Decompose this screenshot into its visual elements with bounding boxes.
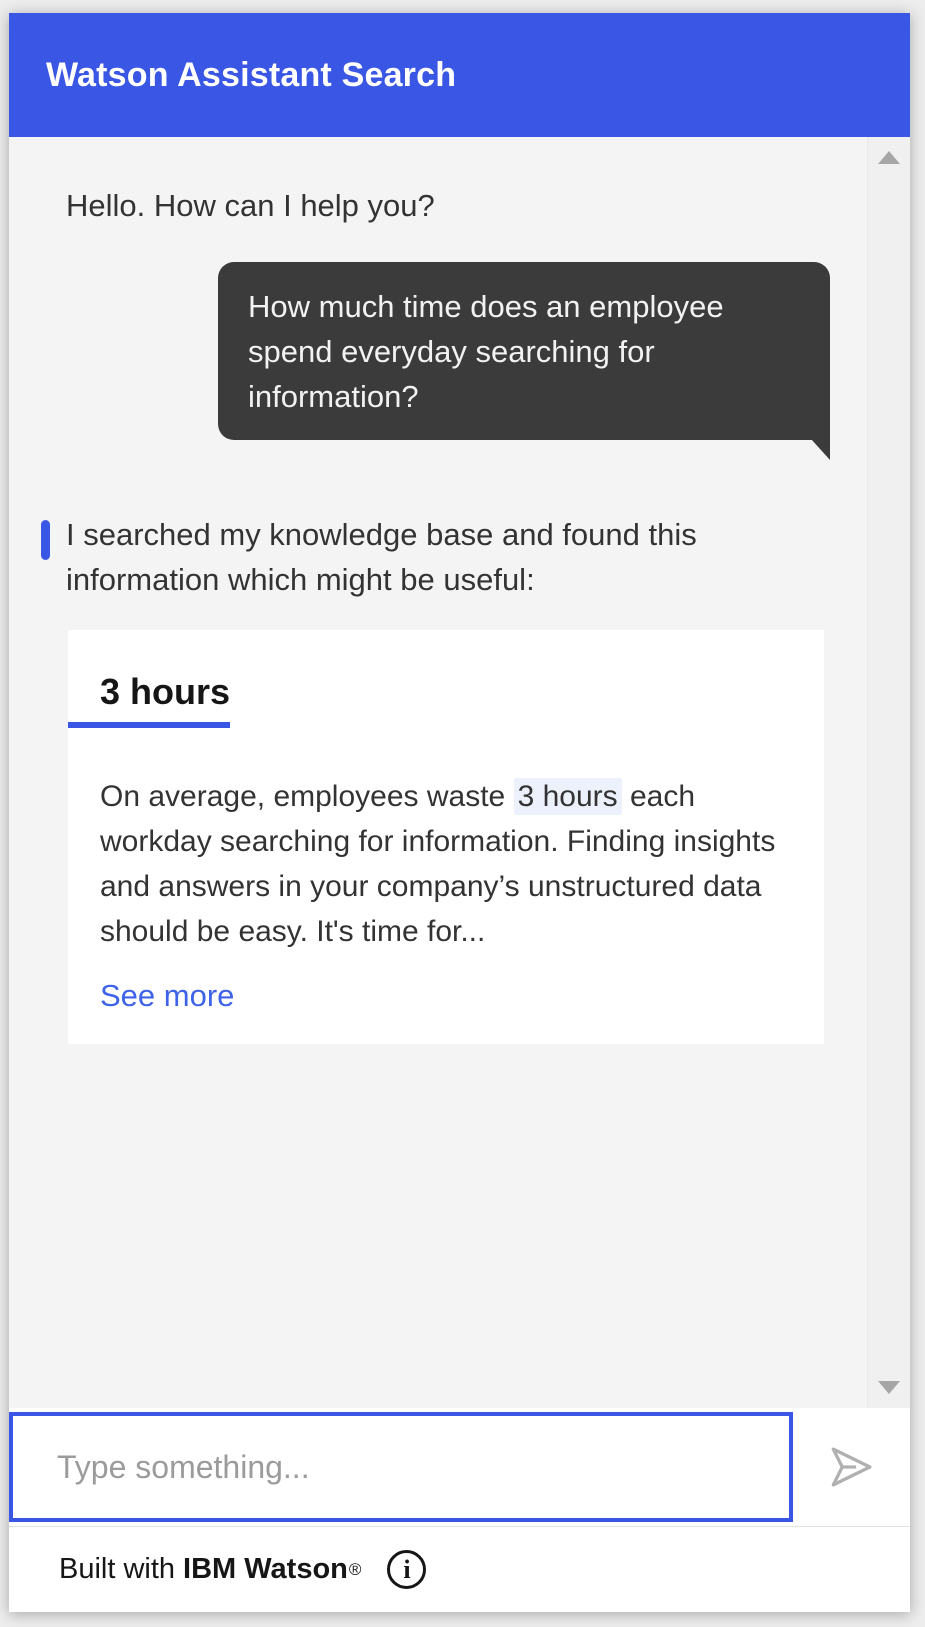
see-more-link[interactable]: See more	[100, 978, 235, 1013]
bot-greeting-message: Hello. How can I help you?	[66, 188, 435, 223]
user-message-bubble	[218, 262, 830, 440]
bot-intro-message: I searched my knowledge base and found this information which might be useful:	[66, 517, 697, 597]
result-body	[100, 774, 792, 954]
composer-row	[9, 1408, 910, 1526]
result-title: 3 hours	[68, 672, 230, 728]
scroll-up-icon[interactable]	[878, 151, 900, 164]
bubble-tail	[811, 439, 830, 460]
highlighted-term: 3 hours	[514, 778, 622, 815]
widget-footer	[9, 1526, 910, 1612]
send-icon	[826, 1441, 878, 1493]
info-icon[interactable]: i	[387, 1550, 426, 1589]
bot-accent-bar	[41, 520, 50, 560]
user-message-row	[66, 262, 830, 440]
registered-trademark: ®	[348, 1559, 362, 1579]
footer-prefix: Built with	[59, 1553, 176, 1585]
result-body-text-after: each workday searching for information. Finding insights and answers in your company’s unstructured data should be easy. It's time for...	[100, 780, 776, 948]
scroll-down-icon[interactable]	[878, 1381, 900, 1394]
send-button[interactable]	[793, 1408, 910, 1526]
user-message-text: How much time does an employee spend everyday searching for information?	[248, 289, 724, 414]
message-input[interactable]	[9, 1412, 793, 1522]
result-body-text-before: On average, employees waste	[100, 780, 514, 813]
scrollbar-track[interactable]	[867, 137, 910, 1408]
bot-message-row	[41, 512, 830, 602]
footer-brand: IBM Watson	[183, 1553, 348, 1585]
widget-header	[9, 13, 910, 137]
watson-assistant-widget	[9, 13, 910, 1612]
widget-title: Watson Assistant Search	[46, 55, 457, 94]
search-result-card	[68, 630, 824, 1044]
chat-message-area	[9, 137, 910, 1408]
